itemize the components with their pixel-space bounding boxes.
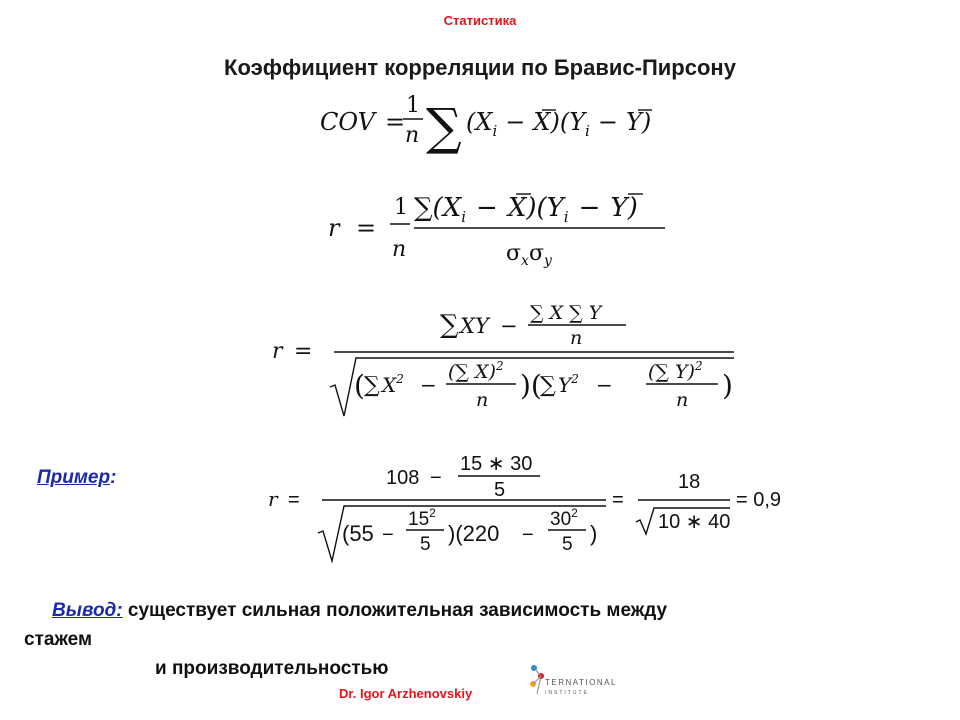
slide-subject: Статистика [443,13,517,28]
r1-den-sigma: σ [506,241,522,266]
ex-num-frac-top: 15 ∗ 30 [460,453,533,475]
r1-numerator: ∑(X [414,193,462,223]
ex-den-minus1: − [382,524,394,546]
ex-den-minus2: − [522,524,534,546]
r1-lhs: r [328,214,340,242]
ex-den-f2-sup: 2 [571,506,578,520]
cov-mid: )(Y [550,108,586,136]
r2-den-frac2-den: n [676,389,689,411]
svg-text:(∑ Y)2 [648,359,703,383]
formula-correlation-sigma [328,180,688,275]
conclusion-line2: стажем [24,629,93,650]
r2-den-frac1-den: n [476,389,489,411]
ex-eq: = [288,489,300,511]
logo-line1: TERNATIONAL [545,678,617,687]
r2-den-minus2: − [596,373,613,397]
ex-den-f1-top: 15 [408,509,430,530]
r2-den-x2: X [382,373,397,397]
svg-text:Y2 [558,372,579,397]
r1-den-sigma2: σ [528,241,544,266]
r2-num-inner-top: ∑ X ∑ Y [530,302,602,324]
ex-frac2-num: 18 [678,471,701,493]
formula-example [268,448,808,568]
r2-den-sum2: ∑ [540,373,556,398]
ex-den-close: ) [590,521,598,546]
r1-frac-num: 1 [394,195,408,220]
r1-sub-i2: i [563,208,569,226]
r2-den-sum1: ∑ [364,373,380,398]
formula-covariance [320,88,680,156]
ex-lhs: r [268,487,278,511]
r1-den-sub-x: x [521,253,529,269]
r2-den-minus1: − [420,373,437,397]
r2-den-frac2-sup: 2 [694,359,703,373]
r2-den-frac2-num: (∑ Y) [648,361,695,383]
cov-frac-num: 1 [406,93,420,118]
r2-den-open: ( [354,369,365,402]
r1-ybar: Y [610,193,628,223]
ex-num-a: 108 [386,467,420,489]
svg-text:∑(Xi−X)(Yi−Y) [414,193,638,226]
r2-num-inner-den: n [570,327,583,349]
r1-minus: − [476,193,498,223]
r2-den-close: ) [722,369,733,402]
ex-num-minus: − [430,467,442,489]
conclusion-line1: существует сильная положительная зависимость между [122,600,668,621]
cov-sum: ∑ [426,98,462,156]
r2-den-frac1-sup: 2 [495,359,504,373]
author-name: Dr. Igor Arzhenovskiy [339,686,473,701]
slide-title: Коэффициент корреляции по Бравис-Пирсону [224,55,736,80]
r1-frac-den: n [392,237,407,262]
example-label: Пример: [37,467,117,488]
cov-minus: − [505,108,526,136]
r1-xbar: X [507,193,527,223]
r1-sub-i: i [461,208,467,226]
ex-frac2-den: 10 ∗ 40 [658,511,731,533]
ex-num-frac-den: 5 [494,479,506,501]
ex-den-f1-sup: 2 [429,506,436,520]
svg-text:X2 [380,372,404,397]
cov-minus2: − [597,108,618,136]
cov-xbar: X [533,108,551,136]
r1-mid: )(Y [526,193,564,223]
r2-den-frac1-num: (∑ X) [448,361,496,383]
cov-body: (X [466,108,493,136]
ex-den-f2-den: 5 [562,534,573,555]
ex-eq3: = 0,9 [736,489,782,511]
cov-frac-den: n [405,123,420,148]
svg-text:(∑ X)2 [448,359,504,383]
cov-ybar: Y [625,108,642,136]
cov-close: ) [641,108,652,136]
cov-sub-i2: i [585,122,590,140]
r2-den-y2: Y [558,373,572,397]
ex-eq2: = [612,489,624,511]
svg-text:σxσy [506,241,553,269]
ex-den-f1-den: 5 [420,534,431,555]
r1-den-sub-y: y [543,253,552,269]
ex-den-open: (55 [342,521,374,546]
conclusion [24,596,904,683]
ex-den-mid: )(220 [448,521,500,546]
svg-text:152 [408,506,436,530]
r2-num-xy: XY [460,314,489,338]
svg-text:(Xi−X)(Yi−Y) [466,108,651,140]
r2-den-mid: )( [520,369,542,402]
r2-den-sup2: 2 [396,372,404,386]
conclusion-line3: и производительностью [155,658,389,679]
formula-correlation-computational [272,292,742,422]
cov-eq: = [385,108,406,136]
r1-minus2: − [578,193,601,223]
r2-eq: = [294,339,313,364]
r2-den-sup2b: 2 [571,372,579,386]
r1-close: ) [627,193,638,223]
svg-text:302 [550,506,578,530]
logo-line2: INSTITUTE [545,690,589,696]
cov-lhs: COV [320,108,375,136]
conclusion-label: Вывод: [52,600,123,621]
r2-num-sum: ∑ [440,310,459,340]
r1-eq: = [356,214,377,242]
r2-num-minus: − [500,314,518,338]
r2-lhs: r [272,339,283,364]
ex-den-f2-top: 30 [550,509,572,530]
institute-logo [527,660,637,700]
cov-sub-i: i [492,122,498,140]
